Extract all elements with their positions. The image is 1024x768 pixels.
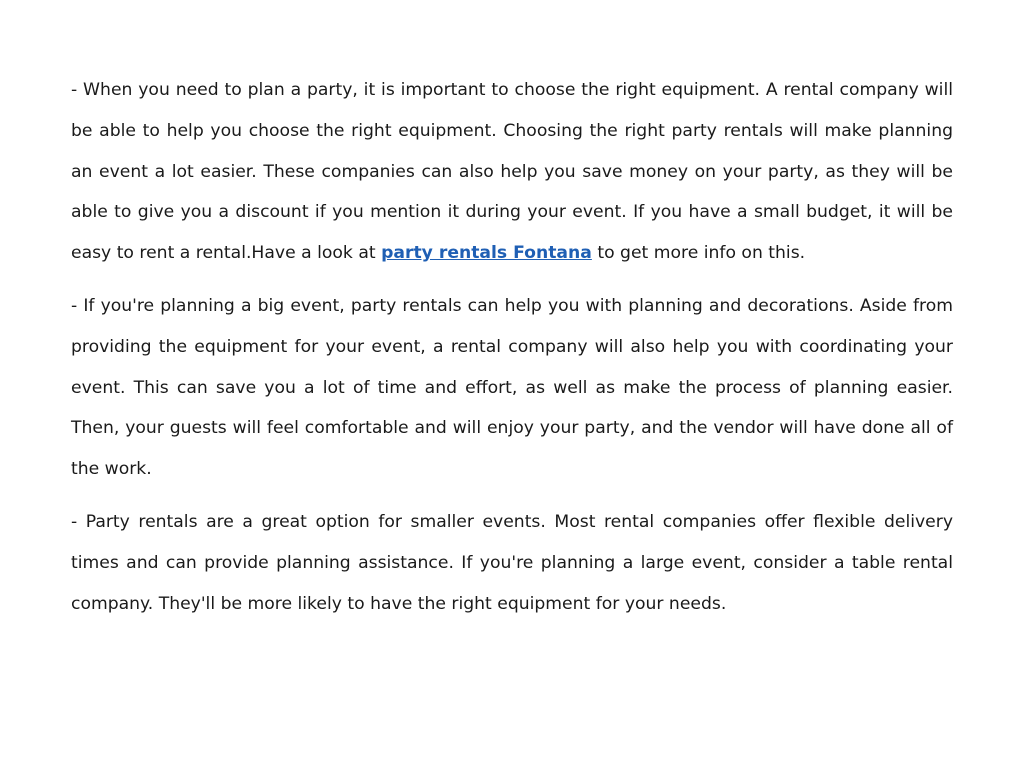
party-rentals-fontana-link[interactable]: party rentals Fontana	[381, 243, 592, 264]
paragraph-1	[71, 70, 953, 274]
paragraph-2: - If you're planning a big event, party rentals can help you with planning and decorations. Aside from providing the equipment for your event, a rental company will also help you with coordinating your event. This can save you a lot of time and effort, as well as make the process of planning easier. Then, your guests will feel comfortable and will enjoy your party, and the vendor will have done all of the work.	[71, 295, 953, 480]
paragraph-3: - Party rentals are a great option for smaller events. Most rental companies offer flexible delivery times and can provide planning assistance. If you're planning a large event, consider a table rental company. They'll be more likely to have the right equipment for your needs.	[71, 511, 953, 614]
paragraph-1-text-after: to get more info on this.	[591, 243, 806, 264]
paragraph-1-text-before: - When you need to plan a party, it is important to choose the right equipment. A rental company will be able to help you choose the right equipment. Choosing the right party rentals will make planning an event a lot easier. These companies can also help you save money on your party, as they will be able to give you a discount if you mention it during your event. If you have a small budget, it will be easy to rent a rental.Have a look at	[71, 80, 953, 264]
article-body	[71, 70, 953, 636]
